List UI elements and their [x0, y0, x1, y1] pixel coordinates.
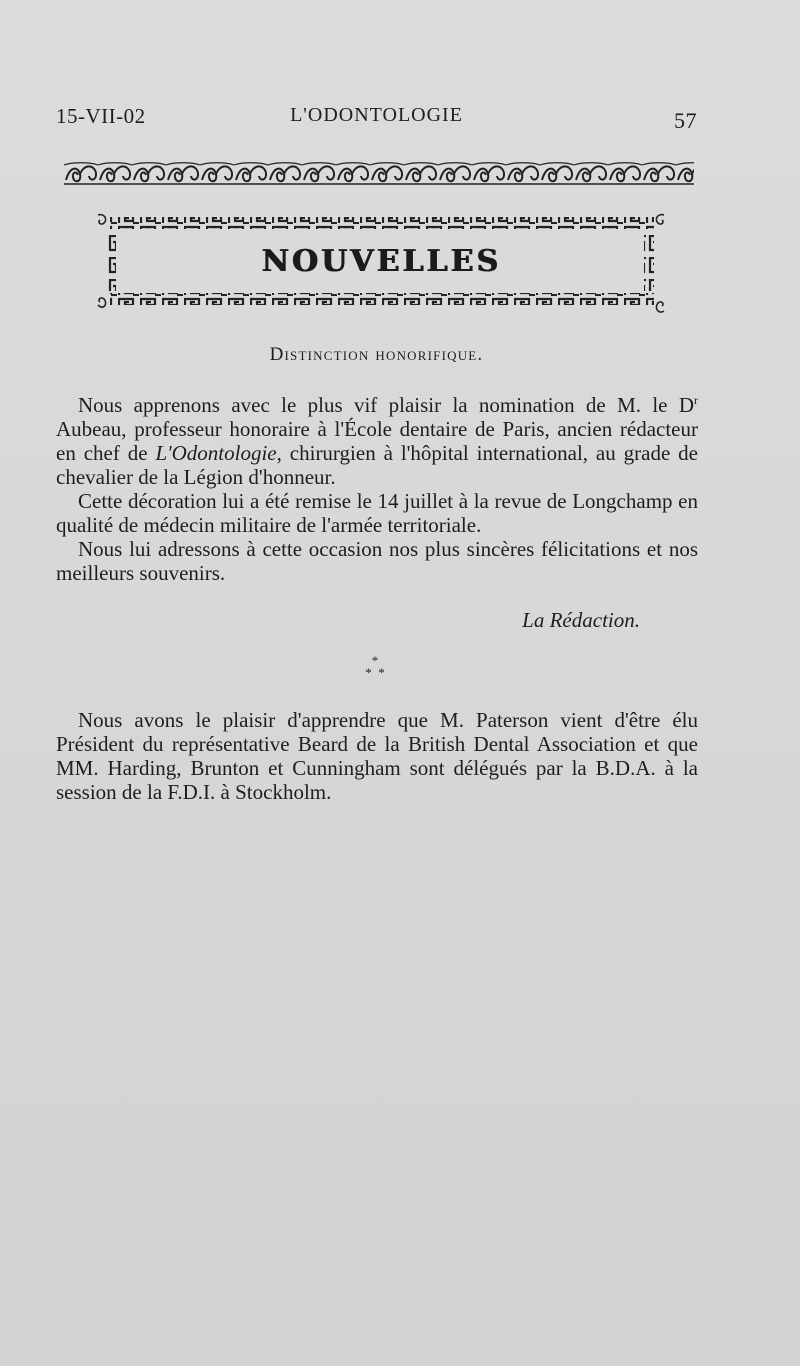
second-news-item [56, 708, 698, 804]
paragraph-decoration: Cette décoration lui a été remise le 14 juillet à la revue de Longchamp en qualité de médecin militaire de l'armée territoriale. [56, 489, 698, 537]
paragraph-congratulations: Nous lui adressons à cette occasion nos plus sincères félicitations et nos meilleurs souvenirs. [56, 537, 698, 585]
paragraph-paterson: Nous avons le plaisir d'apprendre que M. Paterson vient d'être élu Président du représentative Beard de la British Dental Association et que MM. Harding, Brunton et Cunningham sont délégués par la B.D.A. à la session de la F.D.I. à Stockholm. [56, 708, 698, 804]
signature: La Rédaction. [522, 608, 640, 632]
journal-name: L'ODONTOLOGIE [290, 104, 463, 126]
decorative-ornament-band [64, 160, 694, 188]
issue-date: 15-VII-02 [56, 104, 146, 128]
asterism-separator: * * * [365, 653, 385, 680]
paragraph-nomination [56, 388, 698, 489]
page-number: 57 [674, 108, 697, 133]
journal-title-italic: L'Odontologie [155, 441, 277, 465]
paragraph-text: , chirurgien à l'hôpital international, au grade de chevalier de la Légion d'honneur. [56, 441, 698, 489]
first-news-item [56, 388, 698, 585]
paragraph-text: Aubeau, professeur honoraire à l'École dentaire de Paris, ancien rédacteur en chef de [56, 417, 698, 465]
section-heading: Distinction honorifique. [269, 344, 484, 365]
running-head [56, 104, 697, 134]
section-title: NOUVELLES [261, 244, 501, 279]
superscript: r [694, 393, 698, 407]
paragraph-text: Nous apprenons avec le plus vif plaisir la nomination de M. le D [78, 393, 694, 417]
